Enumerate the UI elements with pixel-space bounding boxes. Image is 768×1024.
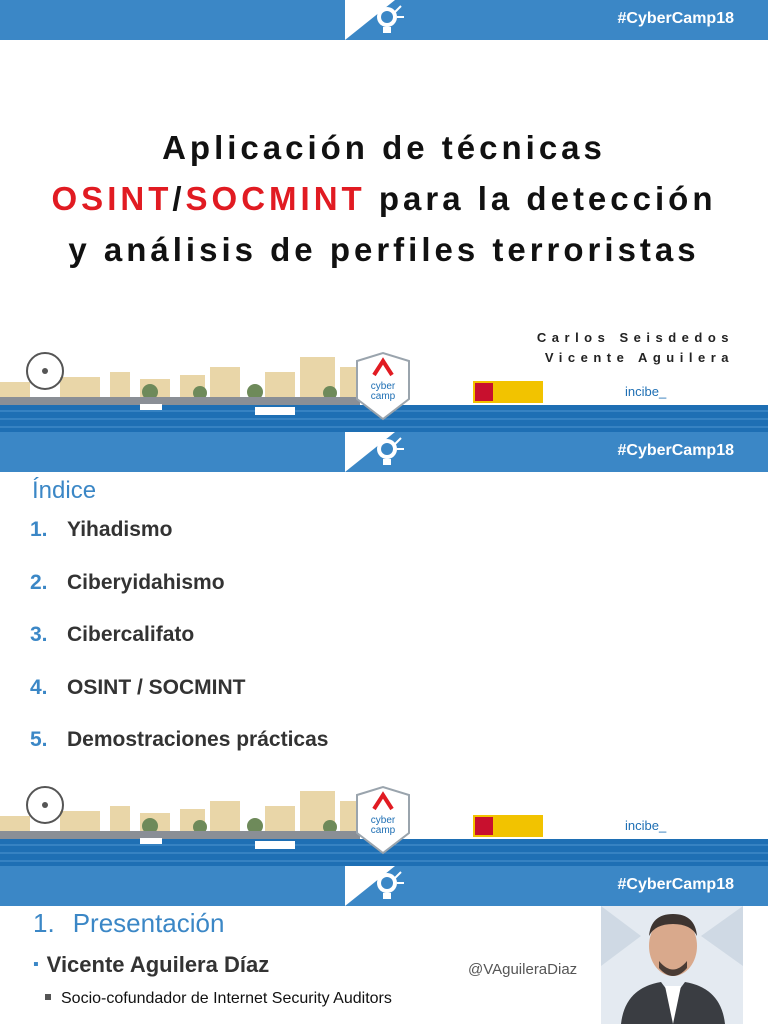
- header-bar: [0, 0, 768, 40]
- list-item: 5. Demostraciones prácticas: [30, 728, 329, 751]
- svg-text:incibe_: incibe_: [625, 818, 667, 833]
- list-item: 1. Yihadismo: [30, 518, 173, 541]
- index-slide: [0, 432, 768, 866]
- speaker-role: Socio-cofundador de Internet Security Auditors: [45, 990, 392, 1008]
- header-bar: [0, 432, 768, 472]
- presentation-title: Aplicación de técnicas OSINT/SOCMINT para la detección y análisis de perfiles terroristas: [51, 129, 717, 268]
- speaker-name: ▪ Vicente Aguilera Díaz: [33, 952, 270, 977]
- section-title: 1. Presentación: [33, 908, 225, 938]
- presentation-slide: [0, 866, 768, 1024]
- author-1: Carlos Seisdedos: [536, 330, 734, 345]
- twitter-handle: @VAguileraDiaz: [468, 961, 578, 978]
- svg-text:camp: camp: [370, 391, 396, 402]
- hashtag: #CyberCamp18: [617, 10, 734, 27]
- svg-text:incibe_: incibe_: [625, 384, 667, 399]
- osint-word: OSINT: [51, 180, 173, 217]
- list-item: 2. Ciberyidahismo: [30, 570, 225, 594]
- bulb-icon: [368, 434, 406, 472]
- title-slide: [0, 0, 768, 432]
- speaker-photo: [601, 906, 743, 1024]
- svg-text:cyber: cyber: [370, 381, 396, 392]
- bulb-icon: [368, 868, 406, 906]
- list-item: 4. OSINT / SOCMINT: [30, 675, 246, 699]
- city-skyline-banner: [0, 347, 768, 432]
- index-list: [30, 518, 328, 781]
- svg-text:cyber: cyber: [370, 815, 396, 826]
- svg-text:camp: camp: [370, 825, 396, 836]
- header-bar: [0, 866, 768, 906]
- index-title: Índice: [32, 477, 97, 504]
- hashtag: #CyberCamp18: [617, 442, 734, 459]
- author-2: Vicente Aguilera: [544, 350, 734, 365]
- list-item: 3. Cibercalifato: [30, 623, 195, 646]
- bulb-icon: [368, 2, 406, 40]
- socmint-word: SOCMINT: [185, 180, 366, 217]
- city-skyline-banner: [0, 781, 768, 866]
- hashtag: #CyberCamp18: [617, 876, 734, 893]
